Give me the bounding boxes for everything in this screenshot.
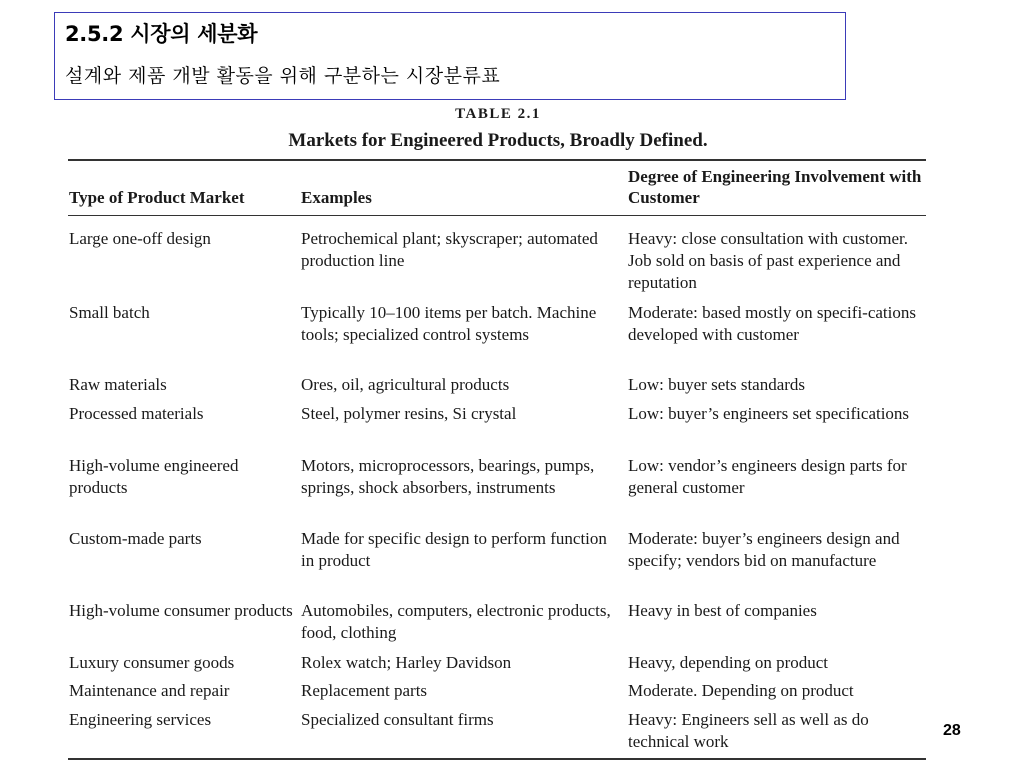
cell-market: High-volume consumer products: [69, 601, 293, 620]
header-product-market: Type of Product Market: [69, 188, 245, 207]
slide-heading: 2.5.2 시장의 세분화: [65, 22, 258, 46]
table-title: Markets for Engineered Products, Broadly Defined.: [288, 130, 708, 151]
cell-market: Luxury consumer goods: [69, 653, 235, 672]
cell-examples: Rolex watch; Harley Davidson: [301, 653, 512, 672]
cell-market: Raw materials: [69, 375, 167, 394]
cell-involvement: Moderate. Depending on product: [628, 681, 854, 700]
cell-examples: Ores, oil, agricultural products: [301, 375, 510, 394]
cell-involvement: Heavy in best of companies: [628, 601, 817, 620]
cell-involvement: Heavy: close consultation with customer. Job sold on basis of past experience and reputation: [628, 229, 908, 292]
table-header-rule: [68, 215, 926, 216]
table-bottom-rule: [68, 758, 926, 760]
header-engineering-involvement: Degree of Engineering Involvement with Customer: [628, 167, 922, 207]
cell-involvement: Moderate: based mostly on specifi-cations developed with customer: [628, 303, 916, 344]
table-header-row: [0, 166, 1000, 212]
cell-involvement: Low: buyer’s engineers set specifications: [628, 404, 910, 423]
cell-examples: Typically 10–100 items per batch. Machine tools; specialized control systems: [301, 303, 597, 344]
table-top-rule: [68, 159, 926, 161]
slide-title-box: [54, 12, 846, 100]
table-label: TABLE 2.1: [455, 106, 541, 122]
cell-examples: Replacement parts: [301, 681, 428, 700]
cell-involvement: Moderate: buyer’s engineers design and specify; vendors bid on manufacture: [628, 529, 900, 570]
cell-market: Engineering services: [69, 710, 212, 729]
cell-market: Large one-off design: [69, 229, 211, 248]
cell-examples: Motors, microprocessors, bearings, pumps, springs, shock absorbers, instruments: [301, 456, 595, 497]
cell-market: High-volume engineered products: [69, 456, 239, 497]
cell-involvement: Heavy, depending on product: [628, 653, 829, 672]
page-number: 28: [943, 722, 961, 739]
slide-subtitle: 설계와 제품 개발 활동을 위해 구분하는 시장분류표: [65, 65, 501, 87]
cell-examples: Made for specific design to perform function in product: [301, 529, 607, 570]
cell-examples: Petrochemical plant; skyscraper; automated production line: [301, 229, 598, 270]
cell-market: Processed materials: [69, 404, 204, 423]
cell-examples: Specialized consultant firms: [301, 710, 494, 729]
cell-examples: Automobiles, computers, electronic products, food, clothing: [301, 601, 611, 642]
cell-market: Custom-made parts: [69, 529, 202, 548]
header-examples: Examples: [301, 188, 372, 207]
cell-involvement: Low: vendor’s engineers design parts for general customer: [628, 456, 907, 497]
cell-market: Small batch: [69, 303, 150, 322]
cell-market: Maintenance and repair: [69, 681, 230, 700]
cell-examples: Steel, polymer resins, Si crystal: [301, 404, 517, 423]
cell-involvement: Heavy: Engineers sell as well as do technical work: [628, 710, 869, 751]
cell-involvement: Low: buyer sets standards: [628, 375, 806, 394]
